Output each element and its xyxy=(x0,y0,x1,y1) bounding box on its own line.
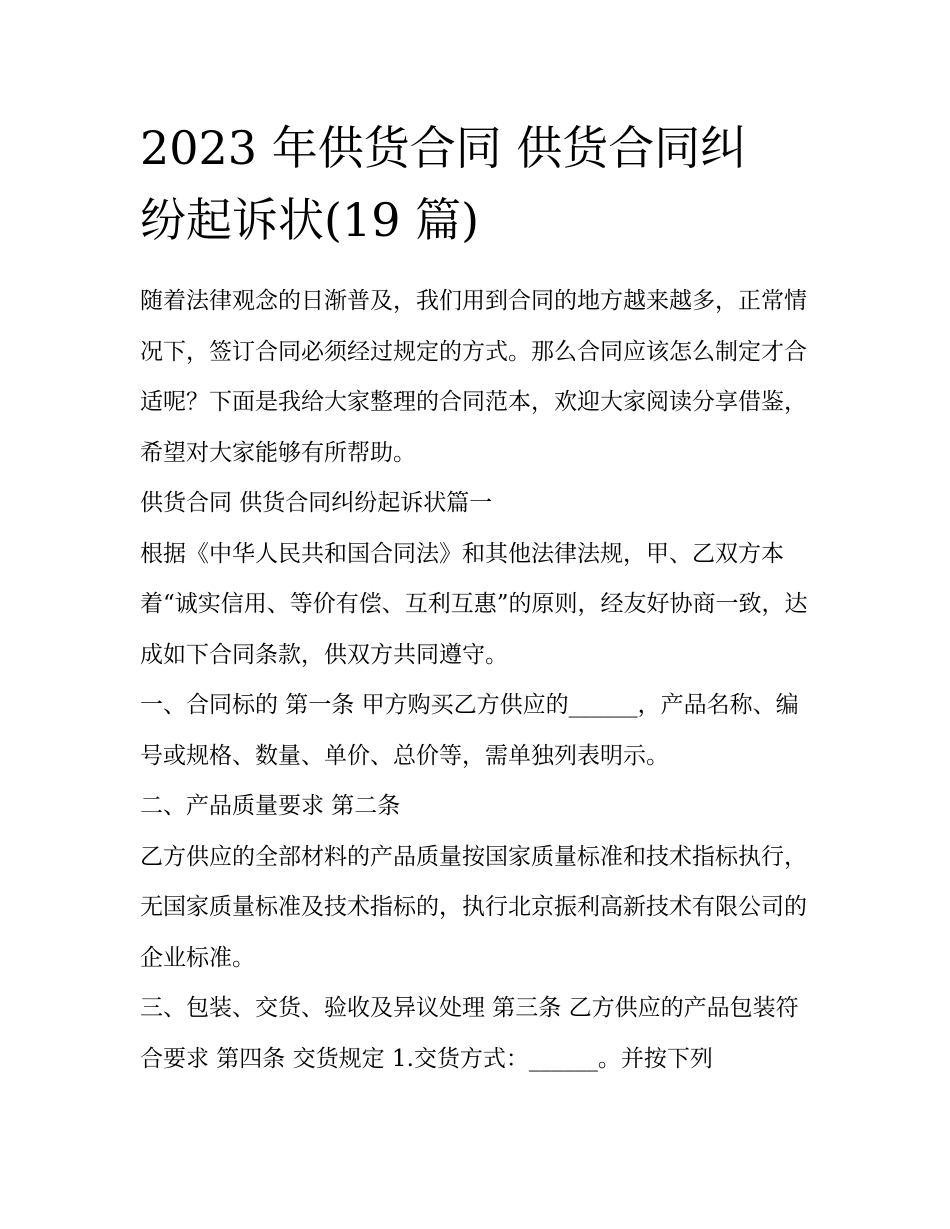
clause-1-paragraph: 一、合同标的 第一条 甲方购买乙方供应的______，产品名称、编号或规格、数量、单价、总价等，需单独列表明示。 xyxy=(140,692,799,769)
preamble-paragraph: 根据《中华人民共和国合同法》和其他法律法规，甲、乙双方本着“诚实信用、等价有偿、互利互惠”的原则，经友好协商一致，达成如下合同条款，供双方共同遵守。 xyxy=(140,540,808,668)
title-line-1: 2023 年供货合同 供货合同纠 xyxy=(140,121,747,175)
clause-2-heading: 二、产品质量要求 第二条 xyxy=(140,793,401,819)
section-heading: 供货合同 供货合同纠纷起诉状篇一 xyxy=(140,490,493,516)
clause-3-paragraph: 三、包装、交货、验收及异议处理 第三条 乙方供应的产品包装符合要求 第四条 交货规定 1.交货方式：______。并按下列 xyxy=(140,995,799,1072)
document-page xyxy=(140,112,820,1084)
clause-2-paragraph: 乙方供应的全部材料的产品质量按国家质量标准和技术指标执行，无国家质量标准及技术指标的，执行北京振利高新技术有限公司的企业标准。 xyxy=(140,843,807,971)
document-title xyxy=(140,112,820,256)
intro-paragraph: 随着法律观念的日渐普及，我们用到合同的地方越来越多，正常情况下，签订合同必须经过规定的方式。那么合同应该怎么制定才合适呢？下面是我给大家整理的合同范本，欢迎大家阅读分享借鉴，希望对大家能够有所帮助。 xyxy=(140,288,807,466)
title-line-2: 纷起诉状(19 篇) xyxy=(140,193,480,247)
